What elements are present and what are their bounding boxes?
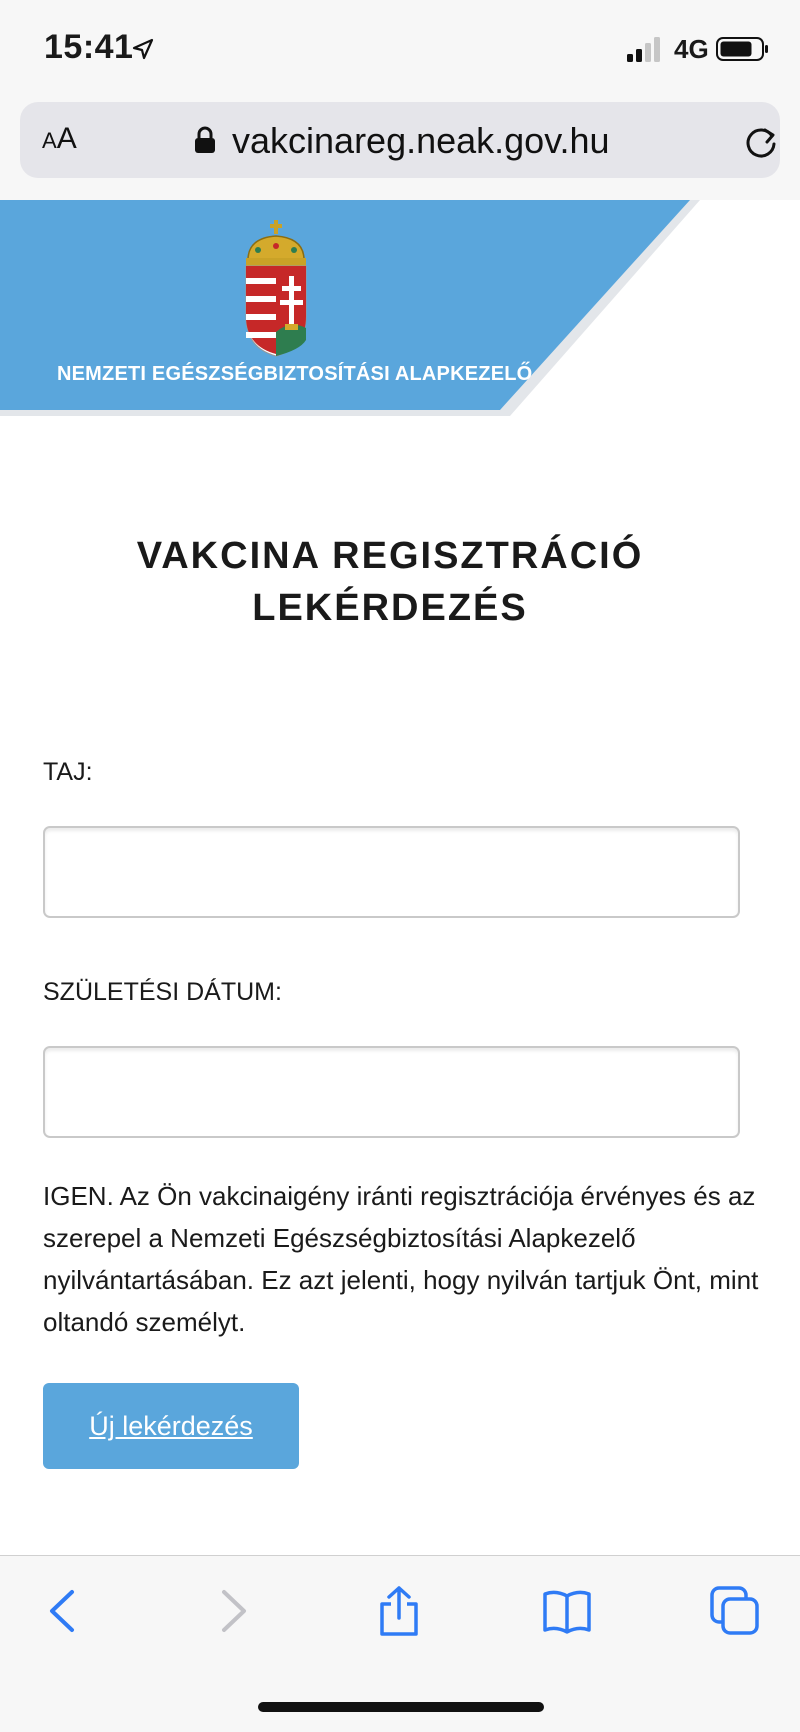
taj-input[interactable] (43, 826, 740, 918)
tabs-icon[interactable] (710, 1586, 760, 1636)
header-banner (0, 200, 800, 420)
status-bar (0, 0, 800, 96)
text-size-button[interactable] (42, 122, 77, 156)
battery-icon (716, 36, 770, 62)
new-query-button[interactable]: Új lekérdezés (43, 1383, 299, 1469)
text-size-large-label: A (56, 122, 77, 155)
taj-label: TAJ: (43, 758, 93, 786)
back-icon[interactable] (38, 1586, 88, 1636)
page-title-line-2: LEKÉRDEZÉS (252, 587, 528, 629)
forward-icon[interactable] (208, 1586, 258, 1636)
share-icon[interactable] (374, 1586, 424, 1636)
page-title (0, 530, 780, 634)
birth-date-label: SZÜLETÉSI DÁTUM: (43, 978, 282, 1006)
home-indicator[interactable] (258, 1702, 544, 1712)
birth-date-input[interactable] (43, 1046, 740, 1138)
reload-icon[interactable] (742, 122, 780, 160)
address-bar[interactable] (20, 102, 780, 178)
url-text[interactable]: vakcinareg.neak.gov.hu (232, 120, 610, 161)
cellular-signal-icon (625, 36, 665, 62)
location-arrow-icon (132, 38, 154, 60)
text-size-small-label: A (42, 128, 57, 153)
result-message: IGEN. Az Ön vakcinaigény iránti regisztrációja érvényes és az szerepel a Nemzeti Egészségbiztosítási Alapkezelő nyilvántartásában. Ez azt jelenti, hogy nyilván tartjuk Önt, mint oltandó személyt. (43, 1181, 759, 1337)
hungarian-coat-of-arms-logo (240, 220, 312, 360)
network-type: 4G (674, 34, 709, 64)
status-time: 15:41 (44, 28, 134, 66)
web-page (0, 200, 800, 1555)
organization-name: NEMZETI EGÉSZSÉGBIZTOSÍTÁSI ALAPKEZELŐ (57, 363, 533, 385)
lock-icon (194, 126, 216, 154)
page-title-line-1: VAKCINA REGISZTRÁCIÓ (136, 535, 644, 577)
bookmarks-icon[interactable] (542, 1586, 592, 1636)
